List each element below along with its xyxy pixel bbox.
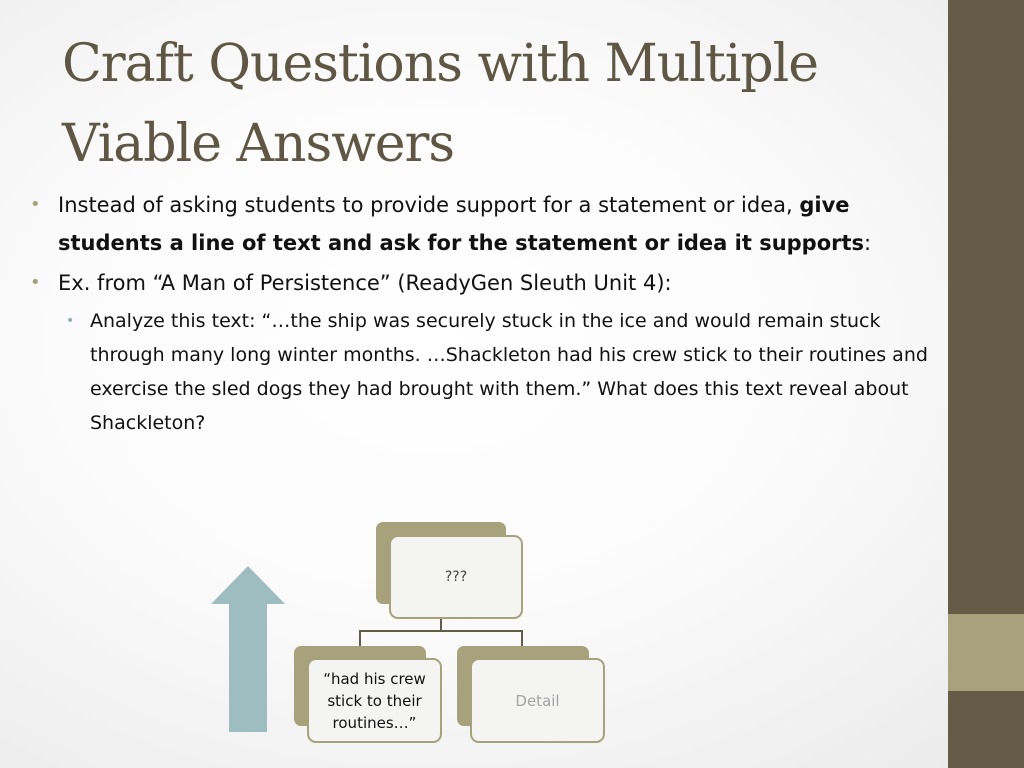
bullet-dot: • [30, 194, 41, 215]
sub-bullet-1-text: Analyze this text: “…the ship was securely stuck in the ice and would remain stuck through many long winter months. …Shackleton had his crew stick to their routines and exercise the sled dogs they had brought with them.” What does this text reveal about Shackleton? [90, 310, 928, 434]
sub-bullet-dot: • [66, 313, 75, 329]
bullet-2-text: Ex. from “A Man of Persistence” (ReadyGen Sleuth Unit 4): [58, 271, 672, 295]
up-arrow-shape [211, 566, 285, 732]
sub-bullet-1 [66, 304, 935, 440]
bullet-1 [30, 186, 935, 262]
bullet-dot: • [30, 272, 41, 293]
slide-body [30, 186, 935, 440]
left-box: “had his crew stick to their routines…” [307, 658, 442, 743]
bullet-2 [30, 264, 935, 302]
side-bar-accent [948, 614, 1024, 691]
bullet-1-bold-text: give students a line of text and ask for the statement or idea it supports [58, 193, 865, 255]
connector-left-drop [359, 630, 361, 646]
connector-horizontal [359, 630, 523, 632]
bullet-1-colon: : [864, 231, 872, 255]
connector-right-drop [521, 630, 523, 646]
right-box: Detail [470, 658, 605, 743]
top-box: ??? [389, 535, 523, 619]
up-arrow-icon [211, 566, 285, 732]
bullet-1-text: Instead of asking students to provide support for a statement or idea, [58, 193, 800, 217]
slide-title: Craft Questions with Multiple Viable Answers [62, 34, 819, 174]
